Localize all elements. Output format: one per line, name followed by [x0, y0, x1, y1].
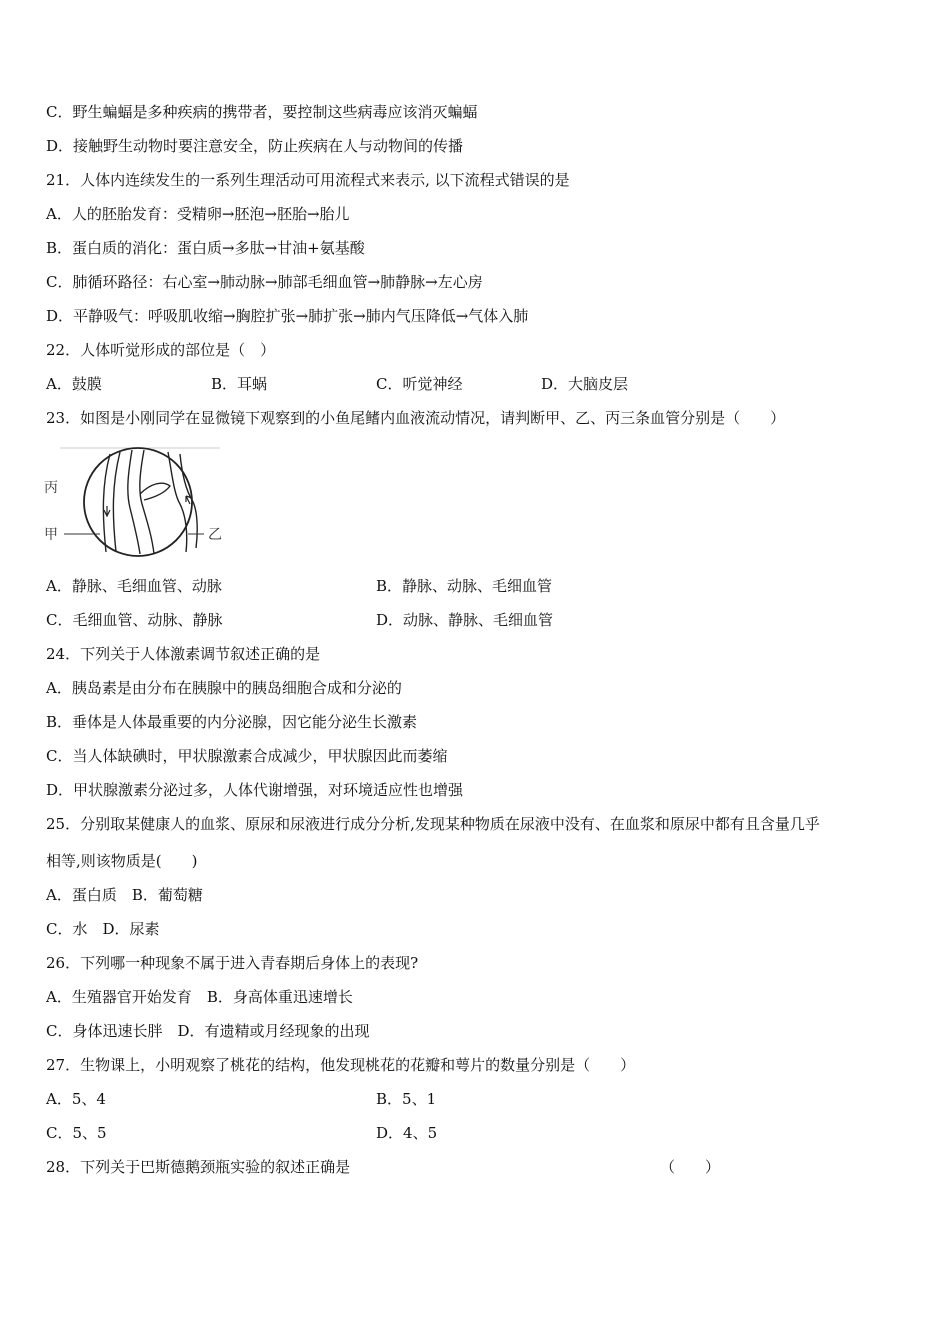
question-28: 28．下列关于巴斯德鹅颈瓶实验的叙述正确是	[46, 1158, 351, 1176]
label-yi: 乙	[208, 527, 222, 543]
vessel-left-outer	[103, 454, 110, 552]
label-jia: 甲	[44, 527, 58, 543]
question-28-paren: （ ）	[660, 1158, 721, 1176]
option-23c: C．毛细血管、动脉、静脉	[46, 611, 223, 629]
vessel-branch	[140, 483, 170, 500]
vessel-left-inner	[113, 452, 120, 552]
option-24c: C．当人体缺碘时，甲状腺激素合成减少，甲状腺因此而萎缩	[46, 747, 448, 765]
option-27c: C．5、5	[46, 1124, 107, 1142]
option-24d: D．甲状腺激素分泌过多，人体代谢增强，对环境适应性也增强	[46, 781, 464, 799]
option-21c: C．肺循环路径：右心室→肺动脉→肺部毛细血管→肺静脉→左心房	[46, 273, 483, 291]
option-22d: D．大脑皮层	[541, 375, 629, 393]
option-21a: A．人的胚胎发育：受精卵→胚泡→胚胎→胎儿	[46, 205, 350, 223]
vessel-middle-b	[140, 450, 154, 554]
options-25ab: A．蛋白质 B．葡萄糖	[46, 886, 203, 904]
option-22b: B．耳蜗	[211, 375, 268, 393]
fish-tail-microscope-figure	[40, 444, 230, 564]
option-20d: D．接触野生动物时要注意安全，防止疾病在人与动物间的传播	[46, 137, 464, 155]
label-bing: 丙	[44, 480, 58, 496]
question-25-cont: 相等,则该物质是( )	[46, 852, 198, 870]
question-23: 23．如图是小刚同学在显微镜下观察到的小鱼尾鳍内血液流动情况，请判断甲、乙、丙三条血管分别是（ ）	[46, 409, 786, 427]
option-24a: A．胰岛素是由分布在胰腺中的胰岛细胞合成和分泌的	[46, 679, 402, 697]
option-23d: D．动脉、静脉、毛细血管	[376, 611, 554, 629]
arrow-icon	[104, 506, 110, 516]
option-21d: D．平静吸气：呼吸肌收缩→胸腔扩张→肺扩张→肺内气压降低→气体入肺	[46, 307, 529, 325]
question-24: 24．下列关于人体激素调节叙述正确的是	[46, 645, 321, 663]
option-20c: C．野生蝙蝠是多种疾病的携带者，要控制这些病毒应该消灭蝙蝠	[46, 103, 478, 121]
vessel-middle-a	[128, 450, 140, 554]
options-25cd: C．水 D．尿素	[46, 920, 160, 938]
option-24b: B．垂体是人体最重要的内分泌腺，因它能分泌生长激素	[46, 713, 418, 731]
option-27b: B．5、1	[376, 1090, 437, 1108]
question-27: 27．生物课上，小明观察了桃花的结构，他发现桃花的花瓣和萼片的数量分别是（ ）	[46, 1056, 636, 1074]
option-23a: A．静脉、毛细血管、动脉	[46, 577, 222, 595]
option-22a: A．鼓膜	[46, 375, 102, 393]
option-23b: B．静脉、动脉、毛细血管	[376, 577, 553, 595]
question-25: 25．分别取某健康人的血浆、原尿和尿液进行成分分析,发现某种物质在尿液中没有、在血浆和原尿中都有且含量几乎	[46, 815, 820, 833]
question-26: 26．下列哪一种现象不属于进入青春期后身体上的表现?	[46, 954, 419, 972]
question-21: 21．人体内连续发生的一系列生理活动可用流程式来表示, 以下流程式错误的是	[46, 171, 570, 189]
question-22: 22．人体听觉形成的部位是（ ）	[46, 341, 276, 359]
options-26ab: A．生殖器官开始发育 B．身高体重迅速增长	[46, 988, 353, 1006]
blood-vessel-diagram	[40, 444, 230, 564]
vessel-right-outer	[168, 452, 187, 552]
option-27a: A．5、4	[46, 1090, 106, 1108]
option-27d: D．4、5	[376, 1124, 438, 1142]
option-21b: B．蛋白质的消化：蛋白质→多肽→甘油+氨基酸	[46, 239, 365, 257]
option-22c: C．听觉神经	[376, 375, 463, 393]
options-26cd: C．身体迅速长胖 D．有遗精或月经现象的出现	[46, 1022, 370, 1040]
